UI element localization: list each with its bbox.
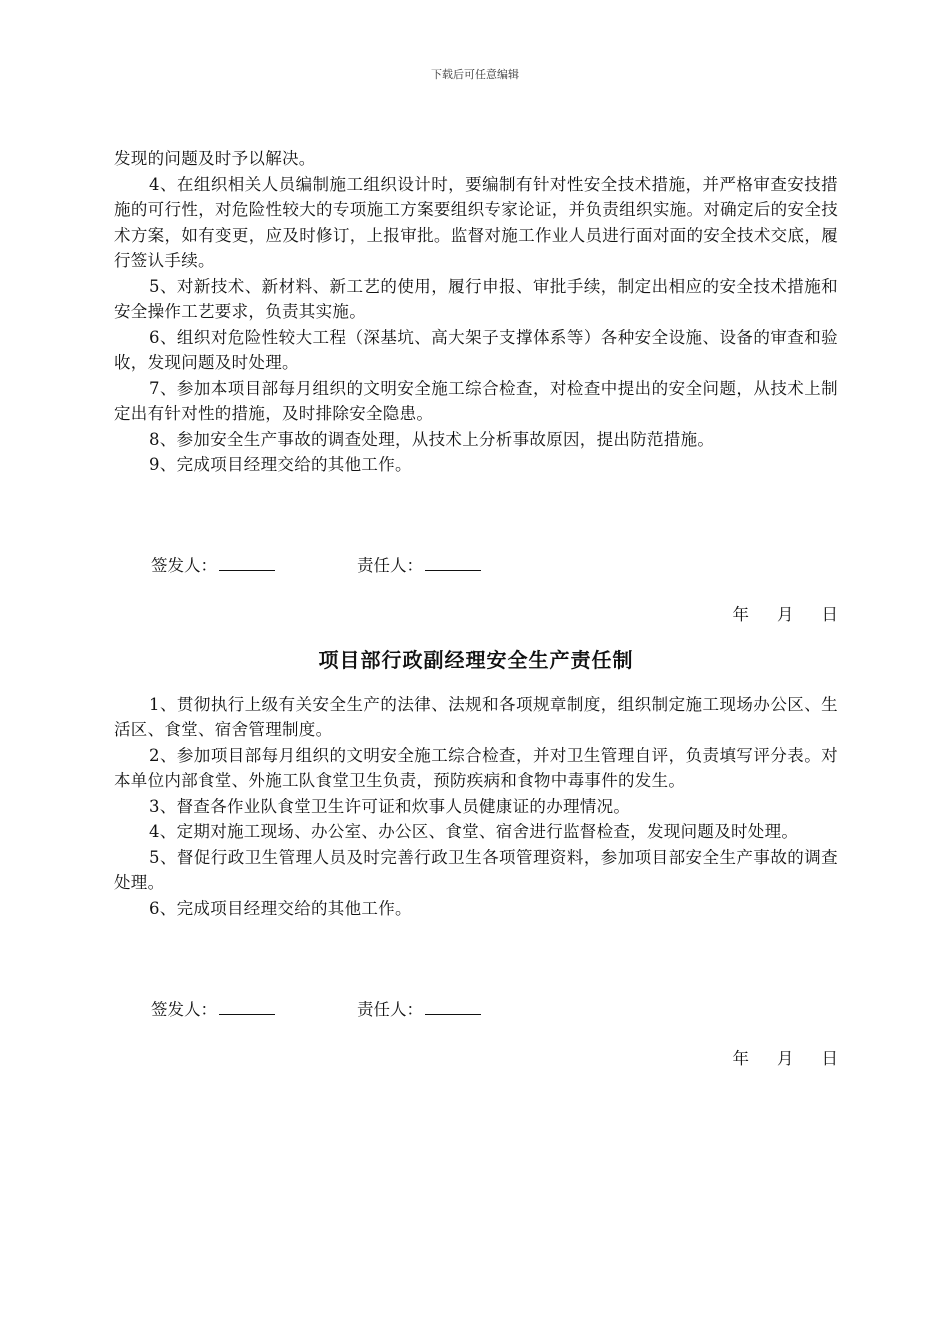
responsible-field bbox=[357, 997, 481, 1022]
paragraph: 9、完成项目经理交给的其他工作。 bbox=[149, 455, 412, 474]
paragraph: 4、在组织相关人员编制施工组织设计时，要编制有针对性安全技术措施，并严格审查安技措施的可行性，对危险性较大的专项施工方案要组织专家论证，并负责组织实施。对确定后的安全技术方案，如有变更，应及时修订，上报审批。监督对施工作业人员进行面对面的安全技术交底，履行签认手续。 bbox=[114, 174, 838, 270]
responsible-label: 责任人： bbox=[357, 555, 423, 575]
paragraph: 4、定期对施工现场、办公室、办公区、食堂、宿舍进行监督检查，发现问题及时处理。 bbox=[149, 822, 799, 841]
date-row bbox=[114, 602, 838, 627]
responsible-blank bbox=[425, 997, 481, 1015]
responsible-label: 责任人： bbox=[357, 1000, 423, 1019]
date-month: 月 bbox=[777, 1049, 794, 1068]
paragraph: 8、参加安全生产事故的调查处理，从技术上分析事故原因，提出防范措施。 bbox=[149, 429, 715, 449]
paragraph: 3、督查各作业队食堂卫生许可证和炊事人员健康证的办理情况。 bbox=[149, 796, 631, 816]
issuer-field bbox=[151, 553, 275, 578]
date-day: 日 bbox=[821, 1049, 838, 1068]
signature-row bbox=[151, 553, 838, 578]
paragraph: 发现的问题及时予以解决。 bbox=[114, 149, 316, 168]
section-1 bbox=[114, 146, 838, 627]
paragraph: 7、参加本项目部每月组织的文明安全施工综合检查，对检查中提出的安全问题，从技术上制定出有针对性的措施，及时排除安全隐患。 bbox=[114, 378, 838, 423]
paragraph: 6、组织对危险性较大工程（深基坑、高大架子支撑体系等）各种安全设施、设备的审查和验收，发现问题及时处理。 bbox=[114, 327, 838, 372]
document-body bbox=[114, 146, 838, 1071]
paragraph: 5、督促行政卫生管理人员及时完善行政卫生各项管理资料，参加项目部安全生产事故的调查处理。 bbox=[114, 847, 838, 892]
paragraph: 5、对新技术、新材料、新工艺的使用，履行申报、审批手续，制定出相应的安全技术措施和安全操作工艺要求，负责其实施。 bbox=[114, 276, 838, 321]
issuer-label: 签发人： bbox=[151, 1000, 217, 1019]
issuer-blank bbox=[219, 553, 275, 571]
responsible-blank bbox=[425, 553, 481, 571]
paragraph: 1、贯彻执行上级有关安全生产的法律、法规和各项规章制度，组织制定施工现场办公区、生活区、食堂、宿舍管理制度。 bbox=[114, 694, 838, 739]
section-title: 项目部行政副经理安全生产责任制 bbox=[318, 647, 634, 672]
issuer-label: 签发人： bbox=[151, 555, 217, 575]
section-2-paragraphs bbox=[114, 692, 838, 922]
issuer-field bbox=[151, 997, 275, 1022]
signature-row bbox=[151, 997, 838, 1022]
header-note: 下载后可任意编辑 bbox=[431, 68, 519, 81]
date-month: 月 bbox=[777, 604, 794, 624]
paragraph: 2、参加项目部每月组织的文明安全施工综合检查，并对卫生管理自评，负责填写评分表。对本单位内部食堂、外施工队食堂卫生负责，预防疾病和食物中毒事件的发生。 bbox=[114, 745, 838, 790]
date-day: 日 bbox=[821, 604, 838, 624]
issuer-blank bbox=[219, 997, 275, 1015]
date-row bbox=[114, 1046, 838, 1071]
date-year: 年 bbox=[732, 604, 749, 624]
date-year: 年 bbox=[732, 1049, 749, 1068]
paragraph: 6、完成项目经理交给的其他工作。 bbox=[149, 898, 412, 918]
responsible-field bbox=[357, 553, 481, 578]
section-2 bbox=[114, 646, 838, 1072]
